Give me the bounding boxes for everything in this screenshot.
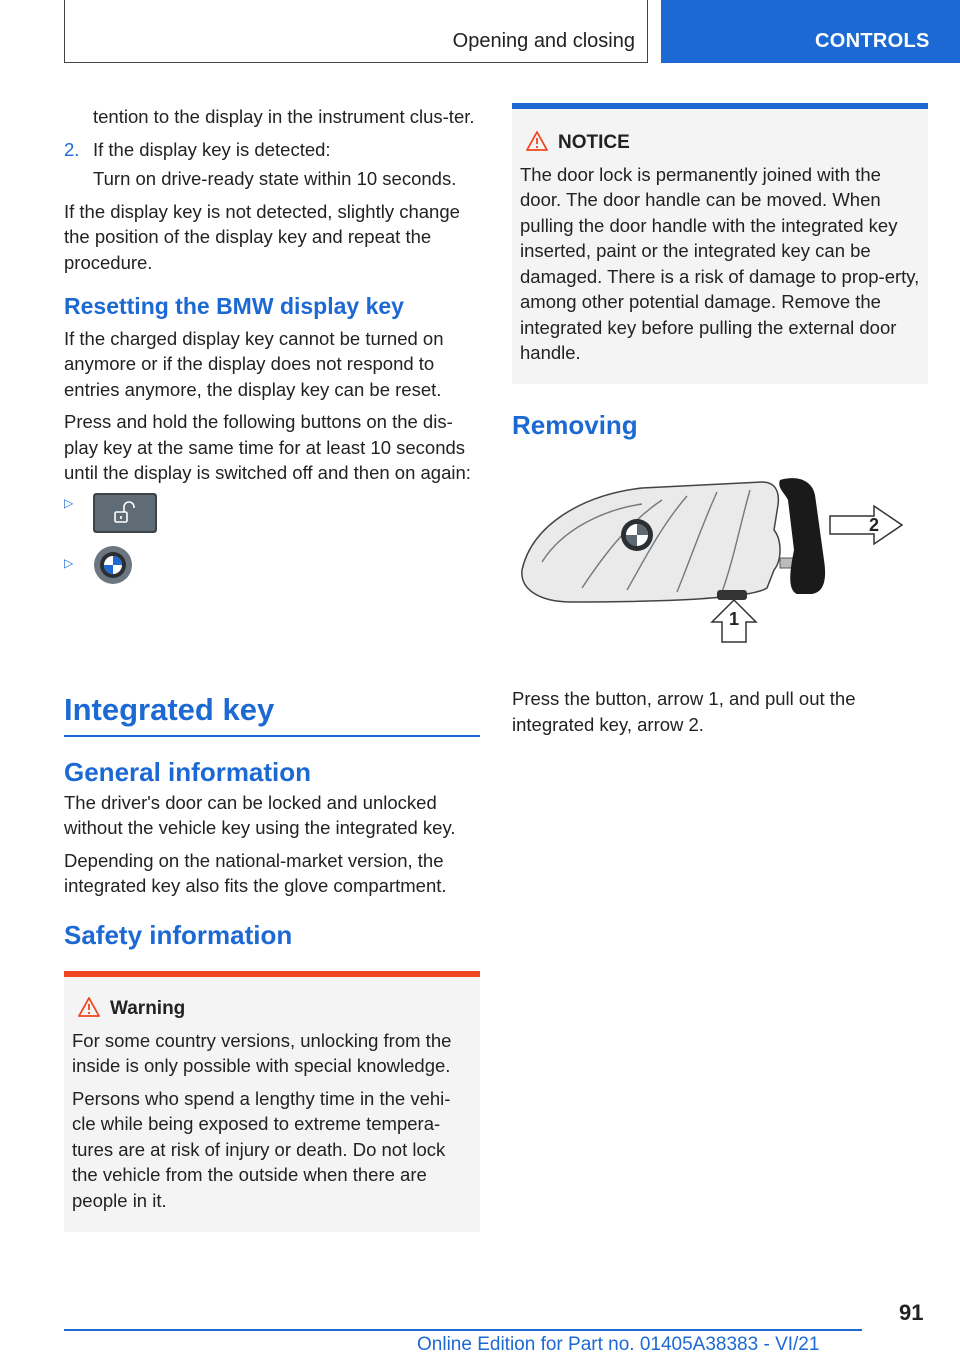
removing-caption-block bbox=[512, 686, 928, 744]
paragraph: Press and hold the following buttons on the dis-play key at the same time for at least 10 seconds until the display is switched off and then on again: bbox=[64, 411, 471, 483]
paragraph: If the display key is not detected, slightly change the position of the display key and repeat the procedure. bbox=[64, 200, 460, 273]
bullet-triangle-icon: ▷ bbox=[64, 555, 74, 570]
warning-box bbox=[64, 971, 480, 1232]
page-number: 91 bbox=[899, 1300, 924, 1325]
list-item bbox=[64, 549, 480, 597]
step-text: If the display key is detected: bbox=[93, 138, 331, 160]
footer-rule bbox=[64, 1329, 862, 1331]
heading-integrated-key: Integrated key bbox=[64, 692, 275, 727]
warning-text: Persons who spend a lengthy time in the vehi-cle while being exposed to extreme tempera-tures are at risk of injury or death. Do not lock the vehicle from the outside when there are people in it. bbox=[72, 1087, 451, 1211]
unlock-button-icon bbox=[93, 493, 157, 533]
heading-general: General information bbox=[64, 757, 312, 787]
left-column bbox=[64, 104, 480, 597]
notice-box bbox=[512, 103, 928, 384]
notice-title: NOTICE bbox=[558, 132, 630, 153]
header-chapter-tab bbox=[661, 0, 960, 63]
arrow-2-icon bbox=[830, 506, 902, 544]
heading-removing: Removing bbox=[512, 410, 638, 440]
notice-triangle-icon bbox=[526, 131, 548, 151]
warning-title: Warning bbox=[110, 998, 186, 1019]
paragraph: Depending on the national-market version, the integrated key also fits the glove compartment. bbox=[64, 849, 447, 896]
header-section-box bbox=[64, 0, 648, 63]
integrated-key-section bbox=[64, 692, 480, 737]
general-info-section bbox=[64, 757, 480, 950]
paragraph: tention to the display in the instrument clus-ter. bbox=[93, 106, 475, 127]
footer-edition: Online Edition for Part no. 01405A38383 - VI/21 bbox=[417, 1334, 820, 1355]
step-number: 2. bbox=[64, 138, 80, 160]
integrated-key-illustration bbox=[512, 470, 912, 650]
release-button bbox=[717, 590, 747, 600]
warning-text: For some country versions, unlocking from the inside is only possible with special knowledge. bbox=[72, 1029, 452, 1076]
heading-reset: Resetting the BMW display key bbox=[64, 293, 404, 319]
heading-safety: Safety information bbox=[64, 919, 293, 950]
list-item bbox=[64, 493, 480, 541]
removing-section bbox=[512, 410, 928, 441]
paragraph: The driver's door can be locked and unlocked without the vehicle key using the integrated key. bbox=[64, 791, 456, 838]
bullet-triangle-icon: ▷ bbox=[64, 495, 74, 510]
header-chapter-title: CONTROLS bbox=[815, 30, 930, 52]
paragraph: If the charged display key cannot be turned on anymore or if the display does not respond to entries anymore, the display key can be reset. bbox=[64, 327, 444, 400]
step-subtext: Turn on drive-ready state within 10 seconds. bbox=[93, 168, 457, 189]
header-section-title: Opening and closing bbox=[452, 30, 635, 52]
integrated-key-head bbox=[779, 478, 825, 594]
arrow-2-label: 2 bbox=[868, 515, 880, 535]
arrow-1-label: 1 bbox=[728, 609, 740, 629]
warning-triangle-icon bbox=[78, 997, 100, 1017]
notice-bar bbox=[512, 103, 928, 109]
bmw-logo-button-icon bbox=[93, 545, 133, 585]
removing-caption: Press the button, arrow 1, and pull out the integrated key, arrow 2. bbox=[512, 688, 856, 735]
heading-rule bbox=[64, 735, 480, 737]
notice-text: The door lock is permanently joined with the door. The door handle can be moved. When pulling the door handle with the integrated key inserted, paint or the integrated key can be damaged. There is a risk of damage to prop-erty, among other potential damage. Remove the integrated key before pulling the external door handle. bbox=[520, 163, 920, 363]
step-2 bbox=[64, 137, 480, 163]
warning-bar bbox=[64, 971, 480, 977]
